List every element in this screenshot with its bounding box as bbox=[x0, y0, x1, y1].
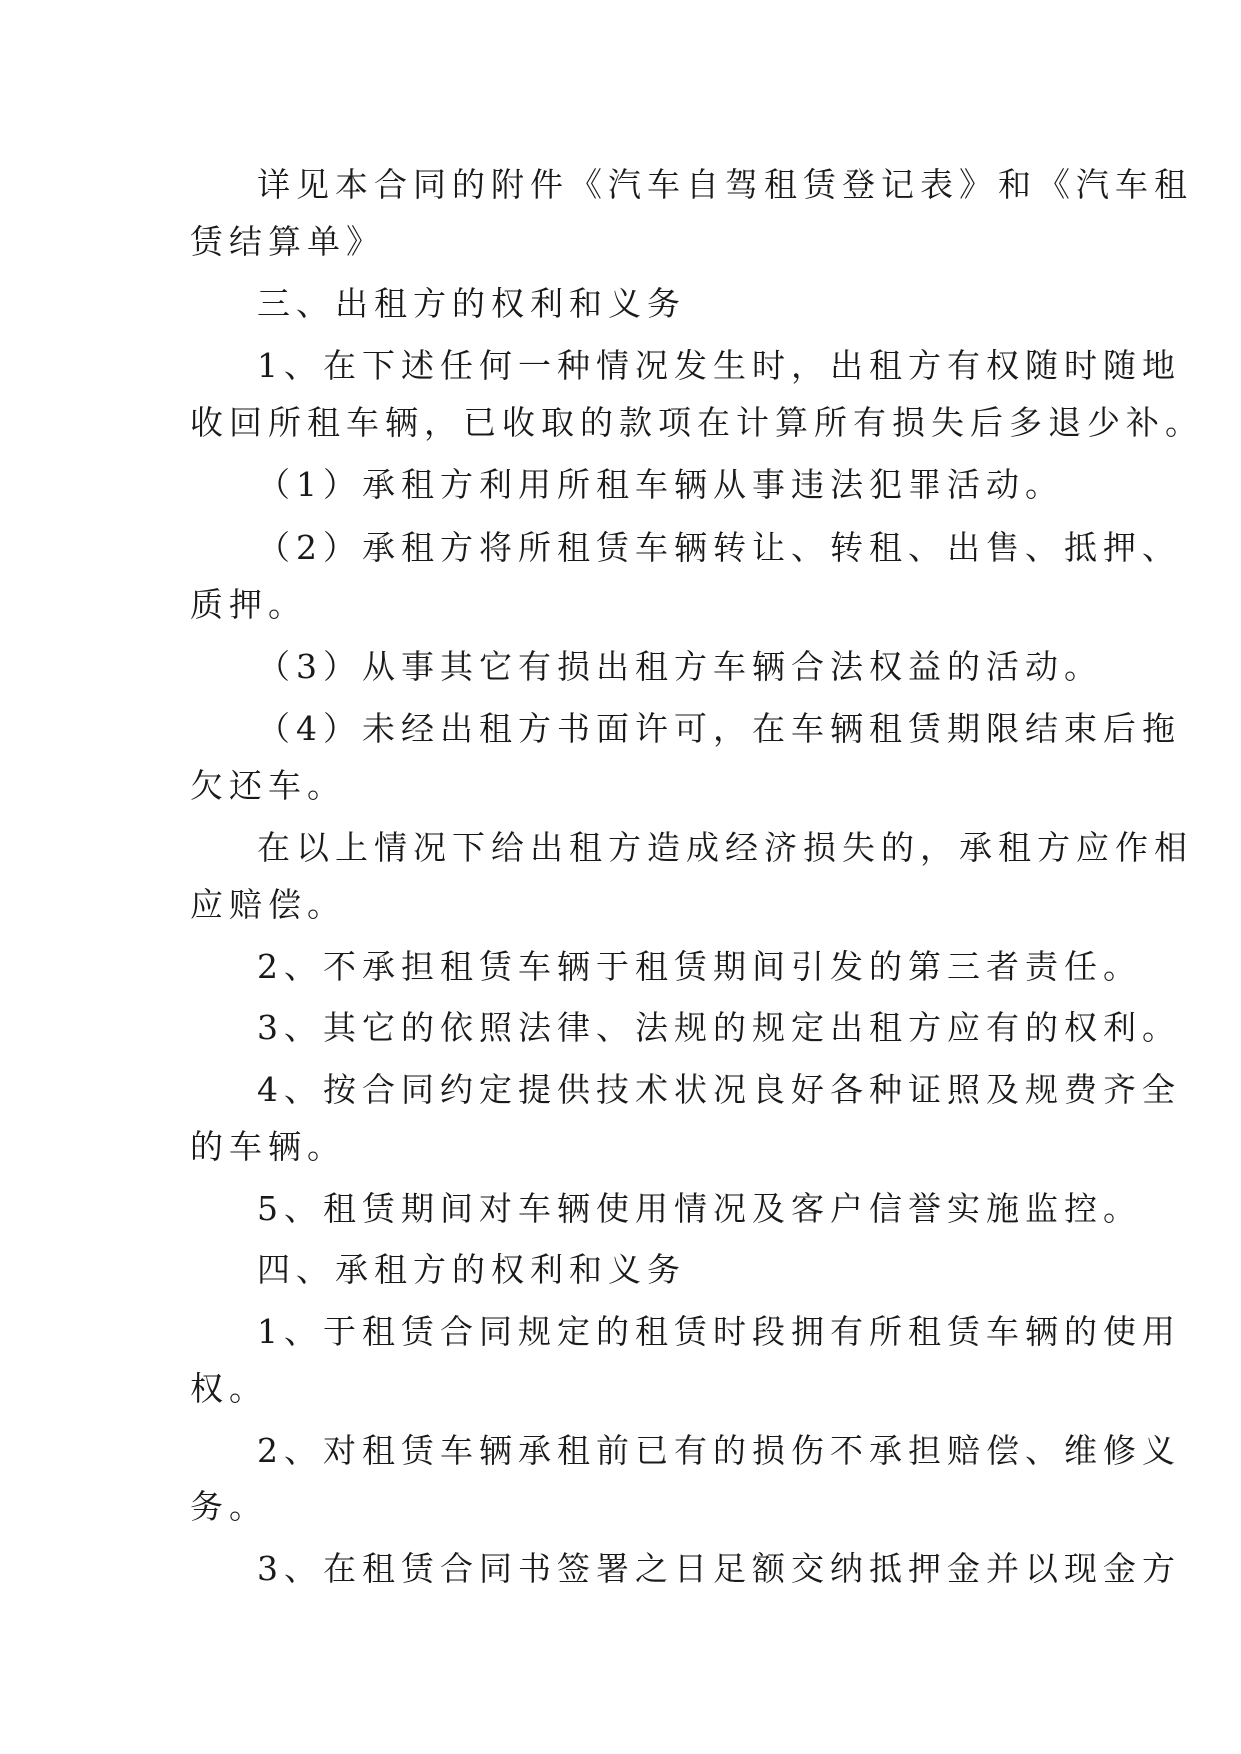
text-line: 2、不承担租赁车辆于租赁期间引发的第三者责任。 bbox=[257, 947, 1142, 986]
text-line: 2、对租赁车辆承租前已有的损伤不承担赔偿、维修义 bbox=[257, 1431, 1181, 1470]
text-line: 收回所租车辆，已收取的款项在计算所有损失后多退少补。 bbox=[190, 403, 1204, 442]
text-line: （1）承租方利用所租车辆从事违法犯罪活动。 bbox=[257, 465, 1064, 504]
text-line: 的车辆。 bbox=[190, 1127, 346, 1166]
text-line: 欠还车。 bbox=[190, 766, 346, 805]
text-line: 务。 bbox=[190, 1487, 268, 1526]
text-line: 3、其它的依照法律、法规的规定出租方应有的权利。 bbox=[257, 1008, 1181, 1047]
text-line: 3、在租赁合同书签署之日足额交纳抵押金并以现金方 bbox=[257, 1549, 1181, 1588]
text-line: 权。 bbox=[190, 1369, 268, 1408]
text-line: 1、在下述任何一种情况发生时，出租方有权随时随地 bbox=[257, 346, 1181, 385]
section-heading: 三、出租方的权利和义务 bbox=[257, 284, 686, 323]
text-line: （3）从事其它有损出租方车辆合法权益的活动。 bbox=[257, 647, 1103, 686]
section-heading: 四、承租方的权利和义务 bbox=[257, 1250, 686, 1289]
text-line: 5、租赁期间对车辆使用情况及客户信誉实施监控。 bbox=[257, 1189, 1142, 1228]
text-line: 4、按合同约定提供技术状况良好各种证照及规费齐全 bbox=[257, 1070, 1181, 1109]
text-line: 1、于租赁合同规定的租赁时段拥有所租赁车辆的使用 bbox=[257, 1312, 1181, 1351]
text-line: （2）承租方将所租赁车辆转让、转租、出售、抵押、 bbox=[257, 528, 1181, 567]
text-line: 应赔偿。 bbox=[190, 885, 346, 924]
text-line: 质押。 bbox=[190, 585, 307, 624]
text-line: （4）未经出租方书面许可，在车辆租赁期限结束后拖 bbox=[257, 709, 1181, 748]
text-line: 赁结算单》 bbox=[190, 222, 385, 261]
text-line: 在以上情况下给出租方造成经济损失的，承租方应作相 bbox=[257, 828, 1193, 867]
text-line: 详见本合同的附件《汽车自驾租赁登记表》和《汽车租 bbox=[257, 165, 1193, 204]
